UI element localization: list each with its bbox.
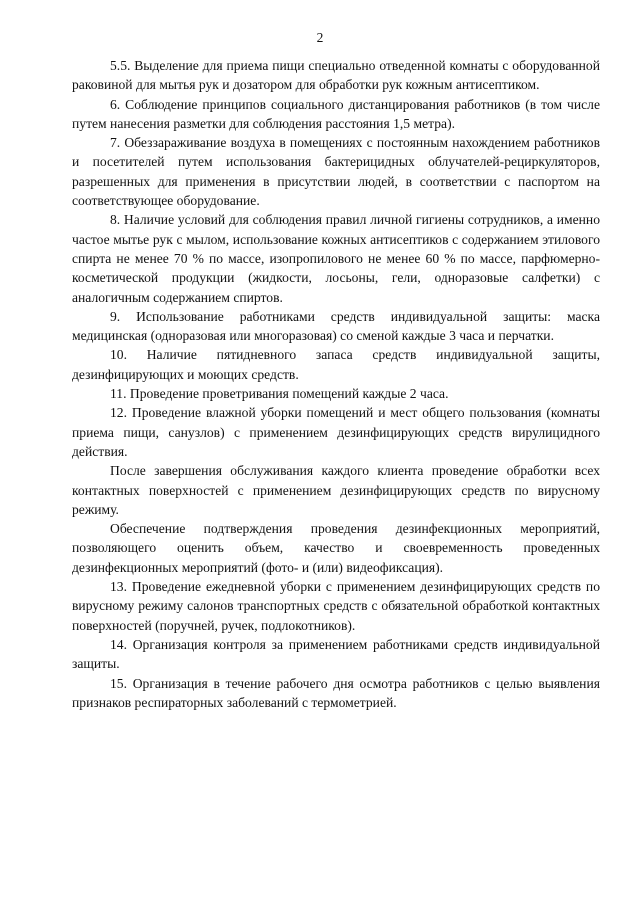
paragraph-10: 10. Наличие пятидневного запаса средств индивидуальной защиты, дезинфицирующих и моющих средств. <box>72 347 600 382</box>
paragraph-12-cleaning-after-client: После завершения обслуживания каждого клиента проведение обработки всех контактных поверхностей с применением дезинфицирующих средств по вирусному режиму. <box>72 463 600 517</box>
paragraph-14: 14. Организация контроля за применением работниками средств индивидуальной защиты. <box>72 636 600 672</box>
page-number: 2 <box>316 30 324 45</box>
paragraph-11: 11. Проведение проветривания помещений каждые 2 часа. <box>110 386 449 402</box>
paragraph-12-disinfection-confirmation: Обеспечение подтверждения проведения дезинфекционных мероприятий, позволяющего оценить объем, качество и своевременность проведенных дезинфекционных мероприятий (фото- и (или) видеофиксация). <box>72 521 600 575</box>
paragraph-15: 15. Организация в течение рабочего дня осмотра работников с целью выявления признаков респираторных заболеваний с термометрией. <box>72 675 600 710</box>
paragraph-7: 7. Обеззараживание воздуха в помещениях с постоянным нахождением работников и посетителей путем использования бактерицидных облучателей-рециркуляторов, разрешенных для применения в присутствии людей, в соответствии с паспортом на соответствующее оборудование. <box>72 135 600 209</box>
paragraph-6: 6. Соблюдение принципов социального дистанцирования работников (в том числе путем нанесения разметки для соблюдения расстояния 1,5 метра). <box>72 96 600 131</box>
paragraph-13: 13. Проведение ежедневной уборки с применением дезинфицирующих средств по вирусному режиму салонов транспортных средств с обязательной обработкой контактных поверхностей (поручней, ручек, подлокотников). <box>72 579 600 633</box>
paragraph-8: 8. Наличие условий для соблюдения правил личной гигиены сотрудников, а именно частое мытье рук с мылом, использование кожных антисептиков с содержанием этилового спирта не менее 70 % по массе, изопропилового не менее 60 % по массе, парфюмерно-косметической продукции (жидкости, лосьоны, гели, одноразовые салфетки) с аналогичным содержанием спиртов. <box>72 212 600 305</box>
document-body <box>72 56 600 712</box>
paragraph-12: 12. Проведение влажной уборки помещений и мест общего пользования (комнаты приема пищи, санузлов) с применением дезинфицирующих средств вирулицидного действия. <box>72 405 600 459</box>
paragraph-5-5: 5.5. Выделение для приема пищи специально отведенной комнаты с оборудованной раковиной для мытья рук и дозатором для обработки рук кожным антисептиком. <box>72 58 600 93</box>
paragraph-9: 9. Использование работниками средств индивидуальной защиты: маска медицинская (одноразовая или многоразовая) со сменой каждые 3 часа и перчатки. <box>72 308 600 344</box>
